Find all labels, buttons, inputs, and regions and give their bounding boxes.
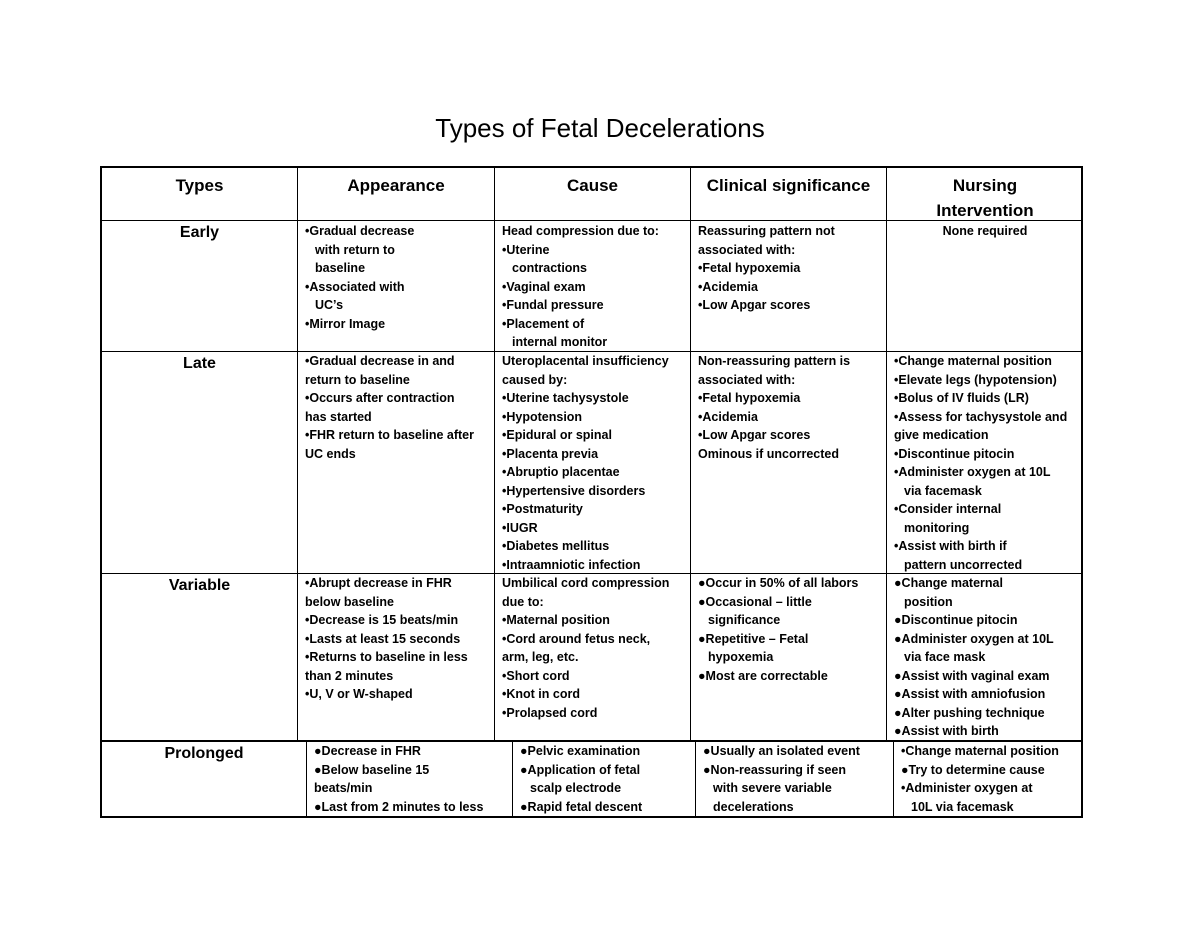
cell-line: •Discontinue pitocin: [894, 446, 1015, 461]
cell-line: •Change maternal position: [894, 354, 1052, 368]
cell-line: •Returns to baseline in less: [305, 650, 468, 664]
cell-line: •Diabetes mellitus: [502, 539, 610, 553]
type-cell: Late: [183, 355, 216, 372]
cell-line: hypoxemia: [708, 650, 774, 664]
clinical-cell: [690, 221, 886, 351]
table-row-prolonged: [102, 741, 1081, 818]
cell-line: below baseline: [305, 594, 394, 609]
cell-line: contractions: [512, 261, 588, 275]
cell-line: •Vaginal exam: [502, 279, 586, 294]
cell-line: •Consider internal: [894, 502, 1002, 516]
cell-line: significance: [708, 613, 781, 627]
table-row-early: [102, 221, 1081, 352]
cell-line: •Low Apgar scores: [698, 428, 811, 442]
cause-cell: [494, 221, 690, 351]
cell-line: •Acidemia: [698, 409, 758, 424]
cell-line: •U, V or W-shaped: [305, 687, 413, 701]
cell-line: •Low Apgar scores: [698, 298, 811, 312]
cell-line: •Placenta previa: [502, 446, 599, 461]
cell-line: Head compression due to:: [502, 224, 659, 238]
header-nursing-line1: Nursing: [952, 176, 1018, 195]
cell-line: •Uterine tachysystole: [502, 391, 629, 405]
nursing-cell: [886, 574, 1083, 740]
cell-line: ●Change maternal: [894, 576, 1003, 590]
cell-line: ●Alter pushing technique: [894, 705, 1045, 720]
cell-line: •Prolapsed cord: [502, 705, 598, 720]
cell-line: Uteroplacental insufficiency: [502, 354, 669, 368]
cell-line: ●Administer oxygen at 10L: [894, 631, 1054, 646]
cell-line: •FHR return to baseline after: [305, 428, 474, 442]
cell-line: •Uterine: [502, 242, 550, 257]
cell-line: associated with:: [698, 242, 796, 257]
cell-line: •Cord around fetus neck,: [502, 631, 651, 646]
cell-line: ●Last from 2 minutes to less: [314, 799, 484, 814]
page-title: Types of Fetal Decelerations: [435, 113, 765, 143]
cell-line: •Abruptio placentae: [502, 465, 620, 479]
type-cell: Variable: [168, 577, 231, 594]
cell-line: •Assess for tachysystole and: [894, 409, 1068, 424]
cell-line: •Mirror Image: [305, 316, 386, 331]
cell-line: via face mask: [904, 650, 986, 664]
decelerations-table: [100, 166, 1083, 818]
cell-line: •Fetal hypoxemia: [698, 261, 801, 275]
clinical-cell: [690, 352, 886, 573]
cell-line: •Postmaturity: [502, 502, 583, 516]
cell-line: via facemask: [904, 483, 982, 498]
cell-line: •Administer oxygen at: [901, 781, 1033, 795]
type-cell: Prolonged: [164, 745, 244, 762]
cell-line: •Intraamniotic infection: [502, 557, 641, 572]
cause-cell: [494, 574, 690, 740]
cell-line: caused by:: [502, 372, 568, 387]
cell-line: position: [904, 594, 953, 609]
cell-line: None required: [942, 224, 1028, 238]
cell-line: •Fetal hypoxemia: [698, 391, 801, 405]
cell-line: •Abrupt decrease in FHR: [305, 576, 452, 590]
cell-line: Non-reassuring pattern is: [698, 354, 851, 368]
cell-line: •IUGR: [502, 520, 538, 535]
cell-line: Reassuring pattern not: [698, 224, 835, 238]
cell-line: pattern uncorrected: [904, 557, 1023, 572]
cause-cell: [512, 742, 695, 818]
cell-line: •Fundal pressure: [502, 298, 604, 312]
cell-line: ●Discontinue pitocin: [894, 613, 1018, 627]
cell-line: ●Assist with vaginal exam: [894, 668, 1050, 683]
cell-line: •Change maternal position: [901, 744, 1059, 758]
cell-line: ●Below baseline 15: [314, 762, 430, 777]
cell-line: with return to: [315, 242, 395, 257]
cell-line: •Knot in cord: [502, 687, 580, 701]
cell-line: •Assist with birth if: [894, 539, 1007, 553]
table-row-late: [102, 352, 1081, 574]
nursing-cell: [886, 221, 1083, 351]
cell-line: with severe variable: [713, 781, 832, 795]
cell-line: scalp electrode: [530, 781, 622, 795]
nursing-cell: [886, 352, 1083, 573]
cell-line: ●Application of fetal: [520, 762, 641, 777]
cell-line: •Administer oxygen at 10L: [894, 465, 1051, 479]
cell-line: UC’s: [315, 298, 344, 312]
cell-line: UC ends: [305, 446, 356, 461]
cell-line: ●Occasional – little: [698, 594, 812, 609]
clinical-cell: [690, 574, 886, 740]
appearance-cell: [297, 221, 494, 351]
cell-line: monitoring: [904, 520, 970, 535]
cell-line: •Short cord: [502, 668, 570, 683]
header-appearance: Appearance: [297, 168, 494, 220]
cell-line: ●Usually an isolated event: [703, 744, 860, 758]
cell-line: decelerations: [713, 799, 794, 814]
header-types: Types: [175, 176, 224, 195]
cell-line: internal monitor: [512, 335, 608, 349]
cell-line: •Decrease is 15 beats/min: [305, 613, 459, 627]
cell-line: ●Assist with amniofusion: [894, 687, 1046, 701]
cell-line: due to:: [502, 594, 544, 609]
cell-line: associated with:: [698, 372, 796, 387]
appearance-cell: [297, 352, 494, 573]
cell-line: baseline: [315, 261, 366, 275]
cell-line: •Maternal position: [502, 613, 610, 627]
cell-line: •Hypertensive disorders: [502, 483, 646, 498]
header-nursing-intervention: [886, 168, 1083, 220]
cell-line: has started: [305, 409, 372, 424]
appearance-cell: [306, 742, 512, 818]
cell-line: Umbilical cord compression: [502, 576, 670, 590]
cell-line: •Placement of: [502, 316, 585, 331]
cell-line: •Elevate legs (hypotension): [894, 372, 1057, 387]
cell-line: ●Most are correctable: [698, 668, 828, 683]
header-nursing-line2: Intervention: [936, 201, 1034, 220]
header-cause: Cause: [494, 168, 690, 220]
cell-line: than 2 minutes: [305, 668, 394, 683]
cell-line: ●Occur in 50% of all labors: [698, 576, 859, 590]
cell-line: •Gradual decrease: [305, 224, 415, 238]
cell-line: beats/min: [314, 781, 373, 795]
cell-line: return to baseline: [305, 372, 410, 387]
cell-line: arm, leg, etc.: [502, 650, 579, 664]
table-row-variable: [102, 574, 1081, 741]
cell-line: ●Decrease in FHR: [314, 744, 421, 758]
cell-line: ●Pelvic examination: [520, 744, 641, 758]
appearance-cell: [297, 574, 494, 740]
cell-line: 10L via facemask: [911, 799, 1014, 814]
cause-cell: [494, 352, 690, 573]
cell-line: ●Non-reassuring if seen: [703, 762, 846, 777]
cell-line: •Occurs after contraction: [305, 391, 455, 405]
cell-line: •Gradual decrease in and: [305, 354, 455, 368]
header-clinical-significance: Clinical significance: [690, 168, 886, 220]
cell-line: give medication: [894, 428, 989, 442]
nursing-cell: [893, 742, 1083, 818]
cell-line: •Epidural or spinal: [502, 428, 612, 442]
cell-line: Ominous if uncorrected: [698, 446, 839, 461]
cell-line: ●Try to determine cause: [901, 762, 1045, 777]
cell-line: ●Rapid fetal descent: [520, 799, 643, 814]
cell-line: •Hypotension: [502, 409, 583, 424]
type-cell: Early: [179, 224, 220, 241]
clinical-cell: [695, 742, 893, 818]
cell-line: •Acidemia: [698, 279, 758, 294]
cell-line: •Lasts at least 15 seconds: [305, 631, 461, 646]
cell-line: •Associated with: [305, 279, 405, 294]
cell-line: ●Assist with birth: [894, 724, 999, 738]
header-row: [102, 168, 1081, 221]
cell-line: ●Repetitive – Fetal: [698, 631, 809, 646]
cell-line: •Bolus of IV fluids (LR): [894, 391, 1029, 405]
